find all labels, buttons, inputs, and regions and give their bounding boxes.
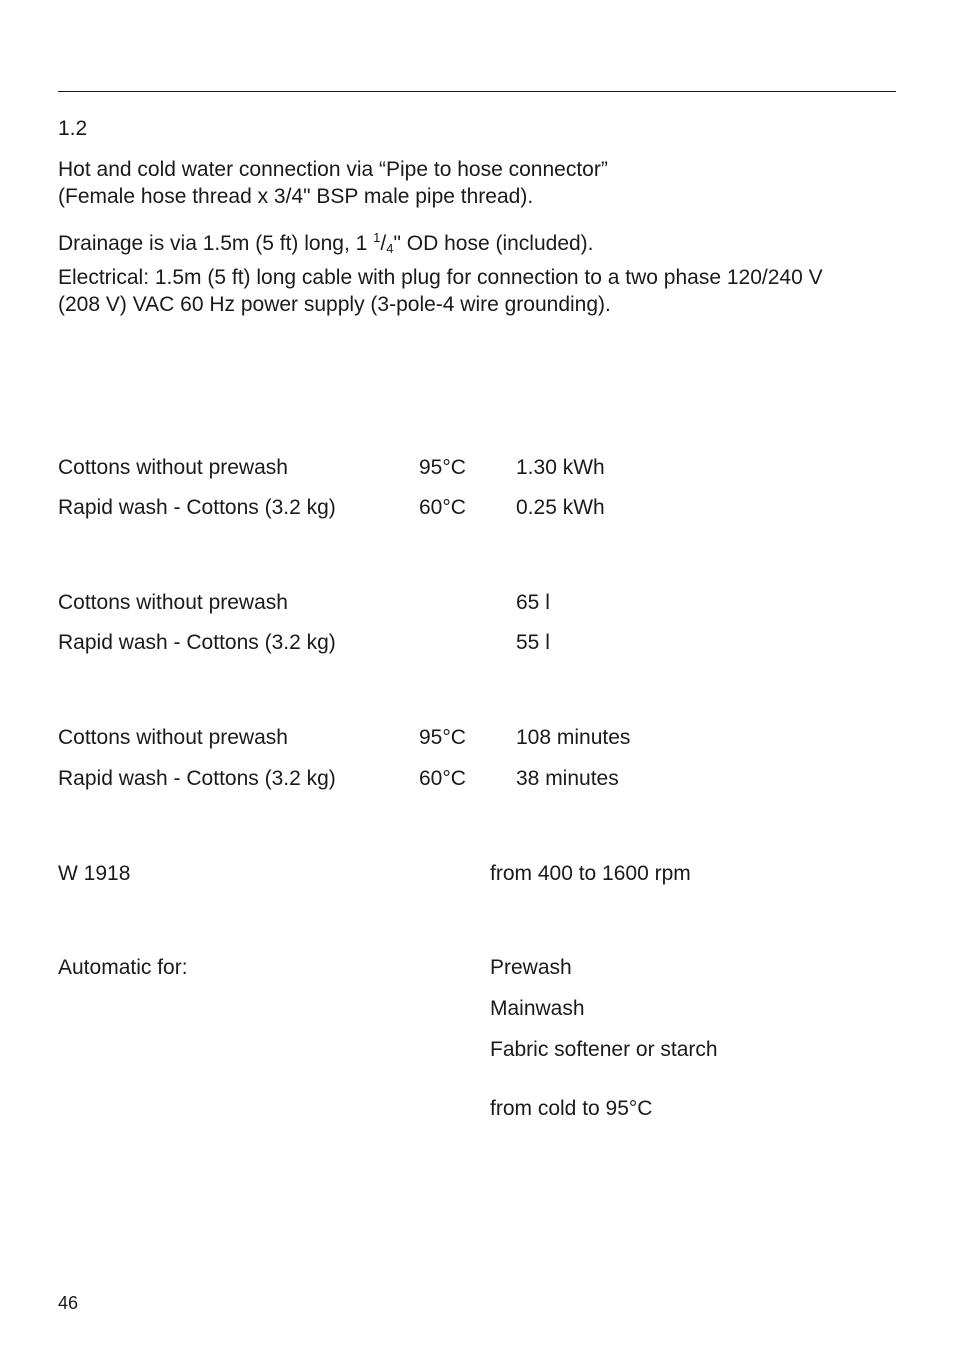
fraction-slash: / [380, 232, 387, 255]
energy-temp: 60°C [419, 496, 466, 519]
energy-temp: 95°C [419, 456, 466, 479]
water-program: Cottons without prewash [58, 591, 288, 614]
energy-value: 0.25 kWh [516, 496, 605, 519]
energy-program: Rapid wash - Cottons (3.2 kg) [58, 496, 336, 519]
duration-program: Rapid wash - Cottons (3.2 kg) [58, 767, 336, 790]
temperature-range: from cold to 95°C [490, 1097, 653, 1120]
electrical-line1: Electrical: 1.5m (5 ft) long cable with plug for connection to a two phase 120/240 V [58, 266, 823, 289]
drainage-text-before: Drainage is via 1.5m (5 ft) long, 1 [58, 232, 374, 255]
duration-temp: 95°C [419, 726, 466, 749]
duration-value: 38 minutes [516, 767, 619, 790]
dispenser-label: Automatic for: [58, 956, 188, 979]
drainage-text [58, 224, 594, 262]
spin-range: from 400 to 1600 rpm [490, 862, 691, 885]
fraction-denominator: 4 [386, 241, 394, 256]
section-number: 1.2 [58, 117, 88, 140]
water-program: Rapid wash - Cottons (3.2 kg) [58, 631, 336, 654]
water-value: 55 l [516, 631, 550, 654]
electrical-line2: (208 V) VAC 60 Hz power supply (3-pole-4 wire grounding). [58, 293, 611, 316]
water-connection-line1: Hot and cold water connection via “Pipe to hose connector” [58, 158, 608, 181]
duration-value: 108 minutes [516, 726, 631, 749]
header-rule [58, 91, 896, 92]
fraction-numerator: 1 [373, 230, 381, 245]
drainage-text-after: " OD hose (included). [393, 232, 594, 255]
dispenser-item: Fabric softener or starch [490, 1038, 718, 1061]
duration-program: Cottons without prewash [58, 726, 288, 749]
water-connection-line2: (Female hose thread x 3/4" BSP male pipe thread). [58, 185, 534, 208]
dispenser-item: Prewash [490, 956, 572, 979]
energy-program: Cottons without prewash [58, 456, 288, 479]
water-value: 65 l [516, 591, 550, 614]
spin-model: W 1918 [58, 862, 131, 885]
dispenser-item: Mainwash [490, 997, 585, 1020]
duration-temp: 60°C [419, 767, 466, 790]
energy-value: 1.30 kWh [516, 456, 605, 479]
page-number: 46 [58, 1293, 79, 1313]
